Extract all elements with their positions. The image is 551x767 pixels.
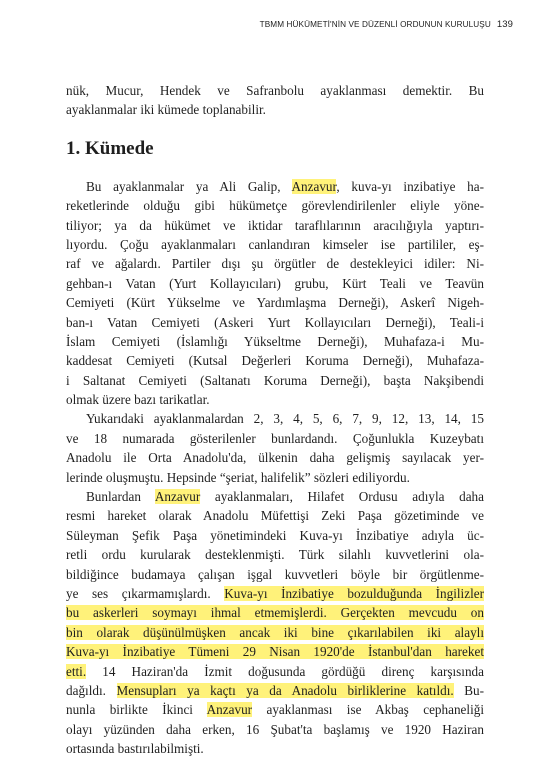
text-line: dağıldı. Mensupları ya kaçtı ya da Anadolu birliklerine katıldı. Bu- (66, 682, 485, 698)
highlight: Kuva-yı İnzibatiye Tümeni 29 Nisan 1920'de İstanbul'dan hareket (66, 644, 484, 660)
text-line: ortasında bastırılabilmişti. (66, 741, 204, 757)
text-line: raf ve ağalardı. Partiler dışı şu örgütler de destekleyici idiler: Ni- (66, 256, 484, 272)
highlight: Anzavur (206, 702, 253, 718)
text-line: lıyordu. Çoğu ayaklanmaları canlandıran kimseler ise partililer, eş- (66, 236, 484, 252)
text-line: etti. 14 Haziran'da İzmit doğusunda gördüğü direnç karşısında (66, 663, 484, 679)
text-line (66, 642, 484, 661)
text-line: Cemiyeti (Kürt Yükselme ve Yardımlaşma Derneği), Askerî Nigeh- (66, 295, 484, 311)
text-line: nük, Mucur, Hendek ve Safranbolu ayaklanması demektir. Bu (66, 83, 484, 98)
text-line (66, 603, 484, 622)
page-number: 139 (496, 19, 513, 30)
text-line: i Saltanat Cemiyeti (Saltanatı Koruma Derneği), başta Nakşibendi (66, 372, 484, 388)
highlight: Anzavur (291, 178, 337, 194)
text-line: ve 18 numarada gösterilenler bunlardandı. Çoğunlukla Kuzeybatı (66, 430, 484, 446)
highlight: bu askerleri soymayı ihmal etmemişlerdi. Gerçekten mevcudu on (66, 605, 484, 621)
text-line: kaddesat Cemiyeti (Kutsal Değerleri Koruma Derneği), Muhafaza- (66, 353, 484, 369)
text-line: resmi hareket olarak Anadolu Müfettişi Zeki Paşa gözetiminde ve (66, 508, 484, 524)
highlight: etti. (66, 663, 87, 679)
text-line: bildiğince budamaya çalışan işgal kuvvetleri böyle bir örgütlenme- (66, 566, 484, 582)
paragraph-3 (66, 487, 484, 758)
text-line: olmak üzere bazı tarikatlar. (66, 392, 210, 408)
running-title: TBMM HÜKÜMETİ'NİN VE DÜZENLİ ORDUNUN KURULUŞU (259, 20, 491, 29)
running-header (260, 19, 513, 30)
text-line: Süleyman Şefik Paşa yönetimindeki Kuva-yı İnzibatiye adıyla üc- (66, 527, 484, 543)
text-line: retli ordu kurularak desteklenmişti. Türk silahlı kuvvetlerini ola- (66, 547, 484, 563)
text-line: nunla birlikte İkinci Anzavur ayaklanması ise Akbaş cephaneliği (66, 702, 484, 718)
highlight: Anzavur (154, 489, 201, 505)
highlight: Kuva-yı İnzibatiye bozulduğunda İngilizler (224, 585, 484, 601)
text-line: ye ses çıkarmamışlardı. Kuva-yı İnzibatiye bozulduğunda İngilizler (66, 585, 484, 601)
text-line: Anadolu ile Orta Anadolu'da, ülkenin daha gelişmiş sayılacak yer- (66, 450, 484, 466)
text-line (66, 623, 484, 642)
text-line: lerinde oluşmuştu. Hepsinde “şeriat, halifelik” sözleri ediliyordu. (66, 469, 410, 485)
text-line: Bunlardan Anzavur ayaklanmaları, Hilafet Ordusu adıyla daha (86, 489, 485, 505)
text-line: Yukarıdaki ayaklanmalardan 2, 3, 4, 5, 6, 7, 9, 12, 13, 14, 15 (86, 411, 484, 427)
text-line: Bu ayaklanmalar ya Ali Galip, Anzavur, kuva-yı inzibatiye ha- (86, 178, 484, 194)
text-line: ban-ı Vatan Cemiyeti (Askeri Yurt Kollayıcıları Derneği), Teali-i (66, 314, 484, 330)
highlight: bin olarak düşünülmüşken ancak iki bine çıkarılabilen iki alaylı (66, 624, 484, 640)
text-line: İslam Cemiyeti (İslamlığı Yükseltme Derneği), Muhafaza-i Mu- (66, 333, 484, 349)
text-line: olayı yüzünden daha erken, 16 Şubat'ta başlamış ve 1920 Haziran (66, 721, 484, 737)
body-text (66, 81, 484, 759)
text-line: reketlerinde olduğu gibi hükümetçe görevlendirilenler eliyle yöne- (66, 198, 484, 214)
text-line: tiliyor; ya da hükümet ve iktidar taraflılarının aracılığıyla yaptırı- (66, 217, 484, 233)
paragraph-2 (66, 409, 484, 487)
highlight: Mensupları ya kaçtı ya da Anadolu birliklerine katıldı. (116, 682, 454, 698)
text-line: gehban-ı Vatan (Yurt Kollayıcıları) grubu, Kürt Teali ve Teavün (66, 275, 484, 291)
text-line: ayaklanmalar iki kümede toplanabilir. (66, 102, 266, 118)
paragraph-1 (66, 177, 484, 410)
section-heading: 1. Kümede (66, 137, 154, 159)
